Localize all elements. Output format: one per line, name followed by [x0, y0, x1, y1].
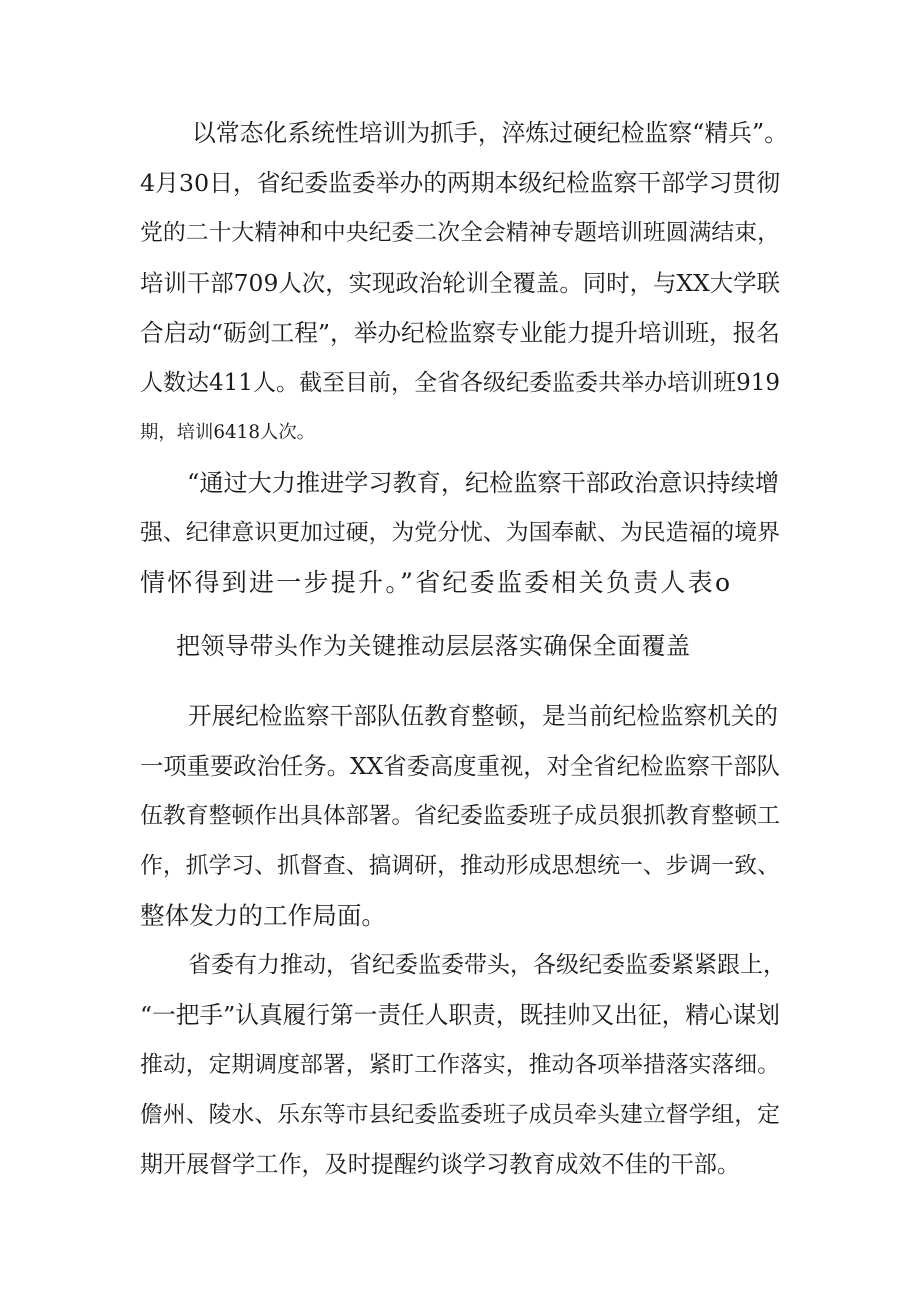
text-line: 一项重要政治任务。XX省委高度重视，对全省纪检监察干部队	[140, 752, 781, 780]
text-line: 作，抓学习、抓督查、搞调研，推动形成思想统一、步调一致、	[140, 853, 781, 879]
text-line: 培训干部709人次，实现政治轮训全覆盖。同时，与XX大学联	[140, 269, 780, 297]
text-line: 伍教育整顿作出具体部署。省纪委监委班子成员狠抓教育整顿工	[140, 803, 781, 829]
text-line: “一把手”认真履行第一责任人职责，既挂帅又出征，精心谋划	[140, 1001, 780, 1029]
text-line: 党的二十大精神和中央纪委二次全会精神专题培训班圆满结束，	[140, 220, 781, 246]
text-line: 省委有力推动，省纪委监委带头，各级纪委监委紧紧跟上，	[188, 952, 787, 978]
text-line: 人数达411人。截至目前，全省各级纪委监委共举办培训班919	[140, 370, 780, 396]
text-line: 合启动“砺剑工程”，举办纪检监察专业能力提升培训班，报名	[140, 319, 780, 347]
text-line: “通过大力推进学习教育，纪检监察干部政治意识持续增	[187, 469, 780, 497]
text-line: 整体发力的工作局面。	[140, 901, 387, 930]
text-line: 推动，定期调度部署，紧盯工作落实，推动各项举措落实落细。	[140, 1052, 781, 1078]
text-line: 以常态化系统性培训为抓手，淬炼过硬纪检监察“精兵”。	[192, 119, 789, 147]
text-line: 期开展督学工作，及时提醒约谈学习教育成效不佳的干部。	[140, 1152, 741, 1178]
text-line: 强、纪律意识更加过硬，为党分忧、为国奉献、为民造福的境界	[140, 520, 781, 546]
section-heading: 把领导带头作为关键推动层层落实确保全面覆盖	[176, 632, 691, 660]
text-line: 儋州、陵水、乐东等市县纪委监委班子成员牵头建立督学组，定	[140, 1102, 781, 1128]
text-line: 期，培训6418人次。	[140, 422, 315, 443]
text-line: 情怀得到进一步提升。”省纪委监委相关负责人表o	[140, 568, 733, 597]
text-line: 开展纪检监察干部队伍教育整顿，是当前纪检监察机关的	[188, 702, 779, 730]
text-line: 4月30日，省纪委监委举办的两期本级纪检监察干部学习贯彻	[140, 169, 781, 197]
